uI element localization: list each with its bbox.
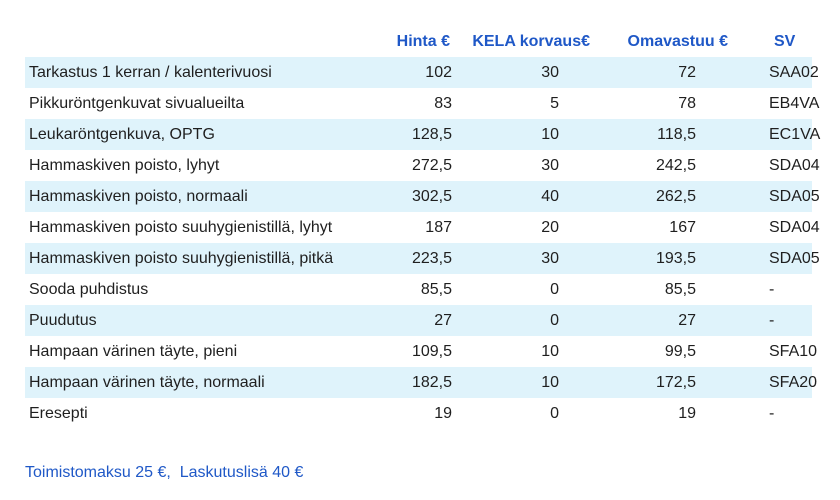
table-row: [25, 367, 818, 398]
cell-sv: SAA02: [769, 63, 819, 81]
cell-kela: 0: [550, 280, 559, 298]
cell-name: Hampaan värinen täyte, normaali: [29, 373, 265, 391]
cell-name: Eresepti: [29, 404, 88, 422]
cell-own: 242,5: [655, 156, 696, 174]
table-row: [25, 243, 820, 274]
cell-kela: 10: [541, 342, 559, 360]
cell-own: 78: [678, 94, 696, 112]
cell-price: 272,5: [411, 156, 452, 174]
cell-name: Sooda puhdistus: [29, 280, 149, 298]
cell-price: 128,5: [411, 125, 452, 143]
cell-own: 19: [678, 404, 696, 422]
cell-kela: 0: [550, 311, 559, 329]
header-own: Omavastuu €: [627, 32, 728, 50]
table-body: [25, 57, 821, 429]
cell-own: 72: [678, 63, 696, 81]
cell-kela: 10: [541, 125, 559, 143]
cell-name: Hammaskiven poisto, normaali: [29, 187, 248, 205]
cell-name: Hammaskiven poisto suuhygienistillä, pitkä: [29, 249, 334, 267]
cell-name: Leukaröntgenkuva, OPTG: [29, 125, 215, 143]
cell-own: 262,5: [655, 187, 696, 205]
table-row: [25, 119, 821, 150]
cell-sv: SDA05: [769, 249, 820, 267]
cell-price: 102: [425, 63, 452, 81]
cell-price: 19: [434, 404, 452, 422]
header-sv: SV: [774, 32, 796, 50]
cell-name: Tarkastus 1 kerran / kalenterivuosi: [29, 63, 272, 81]
footer-note: Toimistomaksu 25 €, Laskutuslisä 40 €: [25, 464, 304, 481]
table-header: [25, 26, 812, 57]
table-row: [25, 336, 818, 367]
cell-sv: -: [769, 280, 775, 298]
cell-price: 187: [425, 218, 452, 236]
cell-price: 27: [434, 311, 452, 329]
cell-sv: EC1VA: [769, 125, 821, 143]
cell-price: 302,5: [411, 187, 452, 205]
cell-own: 85,5: [664, 280, 696, 298]
cell-name: Pikkuröntgenkuvat sivualueilta: [29, 94, 245, 112]
cell-own: 27: [678, 311, 696, 329]
cell-own: 193,5: [655, 249, 696, 267]
header-kela: KELA korvaus€: [472, 32, 590, 50]
cell-kela: 30: [541, 249, 559, 267]
table-row: [25, 274, 812, 305]
cell-name: Hampaan värinen täyte, pieni: [29, 342, 238, 360]
cell-kela: 40: [541, 187, 559, 205]
cell-price: 83: [434, 94, 452, 112]
table-row: [25, 181, 820, 212]
cell-price: 85,5: [420, 280, 452, 298]
table-row: [25, 57, 819, 88]
cell-kela: 20: [541, 218, 559, 236]
cell-sv: SFA20: [769, 373, 818, 391]
cell-kela: 0: [550, 404, 559, 422]
cell-sv: SDA05: [769, 187, 820, 205]
cell-own: 118,5: [657, 125, 696, 143]
cell-sv: SDA04: [769, 218, 820, 236]
table-row: [25, 398, 812, 429]
table-row: [25, 150, 820, 181]
cell-price: 182,5: [411, 373, 452, 391]
cell-own: 172,5: [655, 373, 696, 391]
table-row: [25, 88, 820, 119]
cell-kela: 5: [550, 94, 559, 112]
cell-sv: SFA10: [769, 342, 818, 360]
cell-name: Hammaskiven poisto, lyhyt: [29, 156, 220, 174]
header-price: Hinta €: [396, 32, 450, 50]
cell-price: 109,5: [411, 342, 452, 360]
price-table: [25, 26, 821, 429]
cell-sv: EB4VA: [769, 94, 820, 112]
cell-kela: 10: [541, 373, 559, 391]
table-row: [25, 212, 820, 243]
table-row: [25, 305, 812, 336]
cell-price: 223,5: [411, 249, 452, 267]
cell-own: 99,5: [664, 342, 696, 360]
cell-sv: SDA04: [769, 156, 820, 174]
cell-kela: 30: [541, 63, 559, 81]
cell-sv: -: [769, 404, 775, 422]
cell-name: Puudutus: [29, 311, 97, 329]
cell-kela: 30: [541, 156, 559, 174]
cell-sv: -: [769, 311, 775, 329]
cell-own: 167: [669, 218, 696, 236]
cell-name: Hammaskiven poisto suuhygienistillä, lyhyt: [29, 218, 333, 236]
